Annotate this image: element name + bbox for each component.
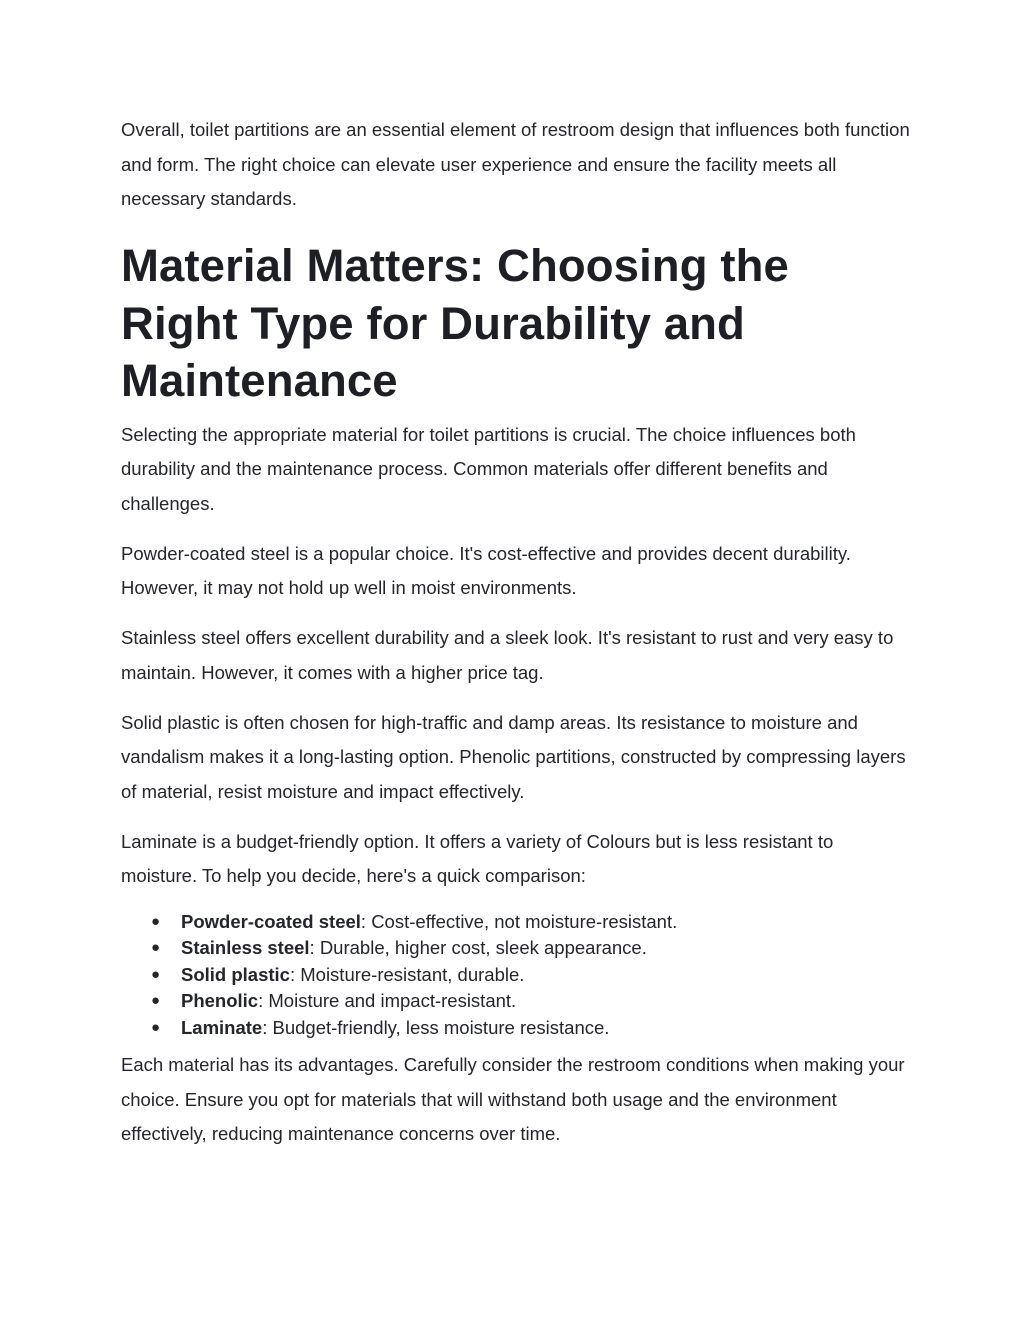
paragraph-material-selection: Selecting the appropriate material for toilet partitions is crucial. The choice influences both durability and the maintenance process. Common materials offer different benefits and challenges. xyxy=(121,423,856,515)
list-item xyxy=(121,962,911,988)
list-item-term: Phenolic xyxy=(181,990,259,1012)
list-item-term: Stainless steel xyxy=(181,937,310,959)
bullet-icon: ● xyxy=(151,913,161,931)
list-item-desc: : Cost-effective, not moisture-resistant. xyxy=(360,911,678,933)
list-item xyxy=(121,909,911,935)
closing-paragraph: Each material has its advantages. Carefully consider the restroom conditions when making your choice. Ensure you opt for materials that will withstand both usage and the environment effectively, reducing maintenance concerns over time. xyxy=(121,1054,905,1145)
bullet-icon: ● xyxy=(151,992,161,1010)
section-heading: Material Matters: Choosing the Right Type for Durability and Maintenance xyxy=(121,240,789,407)
list-item-term: Solid plastic xyxy=(181,963,290,985)
list-item-desc: : Moisture-resistant, durable. xyxy=(289,963,525,985)
list-item-term: Laminate xyxy=(181,1016,263,1038)
list-item-desc: : Moisture and impact-resistant. xyxy=(258,990,517,1012)
intro-paragraph: Overall, toilet partitions are an essential element of restroom design that influences both function and form. The right choice can elevate user experience and ensure the facility meets all necessary standards. xyxy=(121,119,910,210)
list-item xyxy=(121,1015,911,1041)
bullet-icon: ● xyxy=(151,1018,161,1036)
paragraph-powder-coated-steel: Powder-coated steel is a popular choice. It's cost-effective and provides decent durability. However, it may not hold up well in moist environments. xyxy=(121,542,851,599)
bullet-icon: ● xyxy=(151,939,161,957)
list-item-desc: : Durable, higher cost, sleek appearance. xyxy=(309,937,647,959)
bullet-icon: ● xyxy=(151,965,161,983)
list-item-desc: : Budget-friendly, less moisture resistance. xyxy=(262,1016,610,1038)
list-item xyxy=(121,935,911,961)
list-item xyxy=(121,988,911,1014)
comparison-list xyxy=(121,909,911,1041)
paragraph-laminate: Laminate is a budget-friendly option. It offers a variety of Colours but is less resistant to moisture. To help you decide, here's a quick comparison: xyxy=(121,830,834,887)
document-page xyxy=(121,113,911,1152)
list-item-term: Powder-coated steel xyxy=(181,911,361,933)
paragraph-solid-plastic: Solid plastic is often chosen for high-traffic and damp areas. Its resistance to moisture and vandalism makes it a long-lasting option. Phenolic partitions, constructed by compressing layers of material, resist moisture and impact effectively. xyxy=(121,711,906,802)
paragraph-stainless-steel: Stainless steel offers excellent durability and a sleek look. It's resistant to rust and very easy to maintain. However, it comes with a higher price tag. xyxy=(121,627,894,683)
